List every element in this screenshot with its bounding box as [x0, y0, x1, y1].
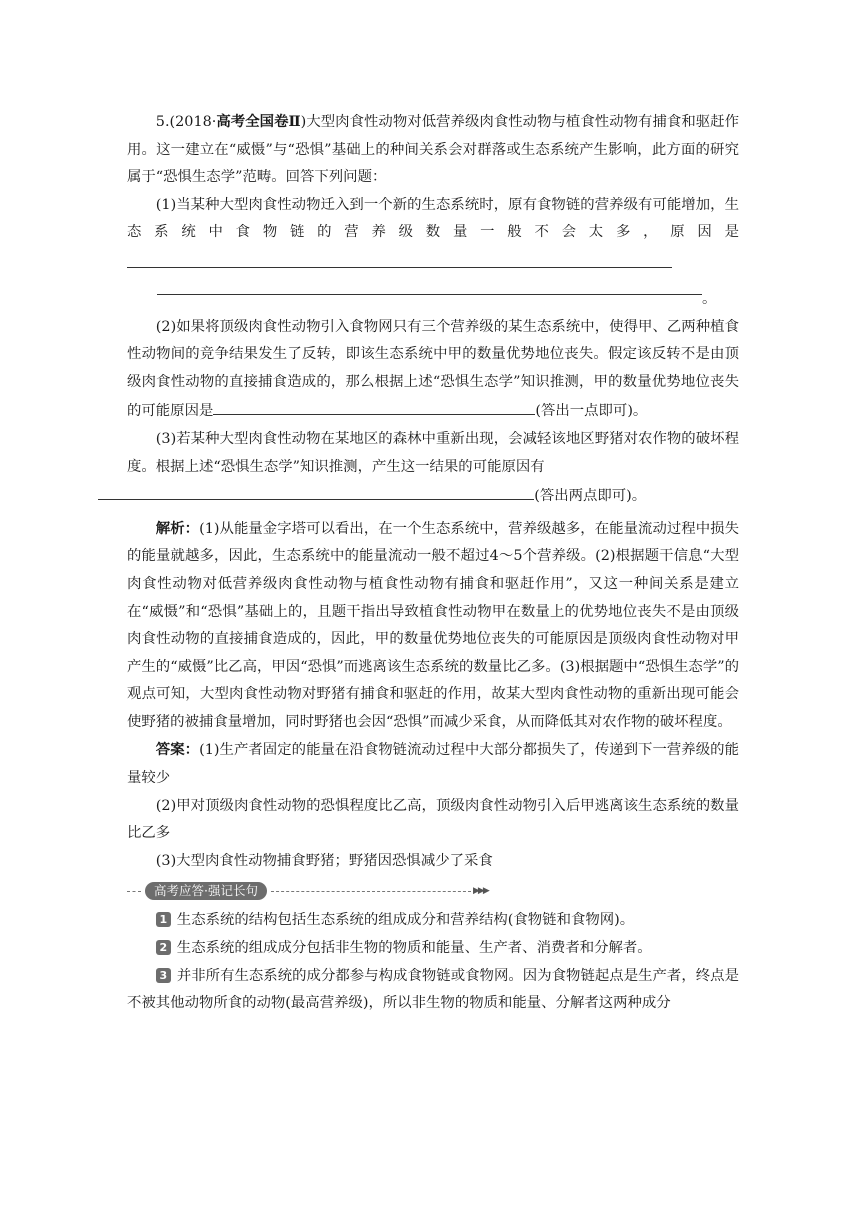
sub-question-1-text: (1)当某种大型肉食性动物迁入到一个新的生态系统时，原有食物链的营养级有可能增加，生态系统中食物链的营养级数量一般不会太多，原因是	[127, 196, 739, 241]
banner-arrows-icon: ▶▶▶	[472, 885, 488, 896]
sub-question-1-end: 。	[702, 290, 717, 307]
key-point-1-text: 生态系统的结构包括生态系统的组成成分和营养结构(食物链和食物网)。	[176, 912, 635, 929]
sub-question-2-text: (2)如果将顶级肉食性动物引入食物网只有三个营养级的某生态系统中，使得甲、乙两种植食性动物间的竞争结果发生了反转，即该生态系统中甲的数量优势地位丧失。假定该反转不是由顶级肉食性动物的直接捕食造成的，那么根据上述“恐惧生态学”知识推测，甲的数量优势地位丧失的可能原因是	[127, 318, 739, 420]
analysis-paragraph	[127, 515, 739, 737]
sub-question-3-text: (3)若某种大型肉食性动物在某地区的森林中重新出现，会减轻该地区野猪对农作物的破坏程度。根据上述“恐惧生态学”知识推测，产生这一结果的可能原因有	[127, 430, 739, 475]
question-source-prefix: (2018·	[169, 114, 217, 130]
answer-paragraph-2	[127, 793, 739, 848]
answer-1: (1)生产者固定的能量在沿食物链流动过程中大部分都损失了，传递到下一营养级的能量较少	[127, 742, 739, 787]
sub-question-3	[127, 426, 739, 511]
answer-2: (2)甲对顶级肉食性动物的恐惧程度比乙高，顶级肉食性动物引入后甲逃离该生态系统的数量比乙多	[127, 797, 739, 842]
question-stem-text: 大型肉食性动物对低营养级肉食性动物与植食性动物有捕食和驱赶作用。这一建立在“威慑”与“恐惧”基础上的种间关系会对群落或生态系统产生影响，此方面的研究属于“恐惧生态学”范畴。回答下列问题：	[127, 114, 739, 186]
answer-label: 答案：	[155, 741, 200, 759]
question-stem	[127, 108, 739, 192]
sub-question-3-hint: (答出两点即可)。	[534, 488, 647, 505]
answer-blank-1a[interactable]	[127, 253, 672, 268]
answer-blank-2[interactable]	[213, 396, 535, 415]
analysis-text: (1)从能量金字塔可以看出，在一个生态系统中，营养级越多，在能量流动过程中损失的能量就越多，因此，生态系统中的能量流动一般不超过4～5个营养级。(2)根据题干信息“大型肉食性动物对低营养级肉食性动物与植食性动物有捕食和驱赶作用”，又这一种间关系是建立在“威慑”和“恐惧”基础上的，且题干指出导致植食性动物甲在数量上的优势地位丧失不是由顶级肉食性动物的直接捕食造成的，因此，甲的数量优势地位丧失的可能原因是顶级肉食性动物对甲产生的“威慑”比乙高，甲因“恐惧”而逃离该生态系统的数量比乙多。(3)根据题中“恐惧生态学”的观点可知，大型肉食性动物对野猪有捕食和驱赶的作用，故某大型肉食性动物的重新出现可能会使野猪的被捕食量增加，同时野猪也会因“恐惧”而减少采食，从而降低其对农作物的破坏程度。	[127, 520, 739, 730]
answer-3: (3)大型肉食性动物捕食野猪；野猪因恐惧减少了采食	[155, 852, 493, 869]
question-number: 5.	[155, 114, 170, 130]
point-number-badge: 2	[156, 940, 171, 955]
banner-dash-left	[127, 891, 141, 892]
key-point-3-text: 并非所有生态系统的成分都参与构成食物链或食物网。因为食物链起点是生产者，终点是不被其他动物所食的动物(最高营养级)，所以非生物的物质和能量、分解者这两种成分	[127, 967, 739, 1012]
banner-dash-right	[271, 891, 471, 892]
key-point-2	[127, 935, 739, 963]
sub-question-2-hint: (答出一点即可)。	[535, 403, 648, 420]
banner-label: 高考应答·强记长句	[145, 882, 267, 900]
key-point-2-text: 生态系统的组成成分包括非生物的物质和能量、生产者、消费者和分解者。	[176, 940, 652, 957]
key-point-3	[127, 963, 739, 1018]
answer-blank-1b[interactable]	[157, 280, 702, 295]
sub-question-1	[127, 192, 739, 247]
key-point-1	[127, 907, 739, 935]
point-number-badge: 1	[156, 912, 171, 927]
answer-blank-3[interactable]	[98, 481, 534, 500]
answer-paragraph-1	[127, 736, 739, 792]
answer-paragraph-3	[127, 848, 739, 876]
question-source-suffix: )	[300, 114, 307, 130]
analysis-label: 解析：	[155, 519, 200, 537]
point-number-badge: 3	[156, 968, 171, 983]
document-page	[127, 108, 739, 1018]
question-source: 高考全国卷Ⅱ	[216, 113, 301, 130]
section-banner	[127, 881, 739, 901]
sub-question-2	[127, 314, 739, 426]
